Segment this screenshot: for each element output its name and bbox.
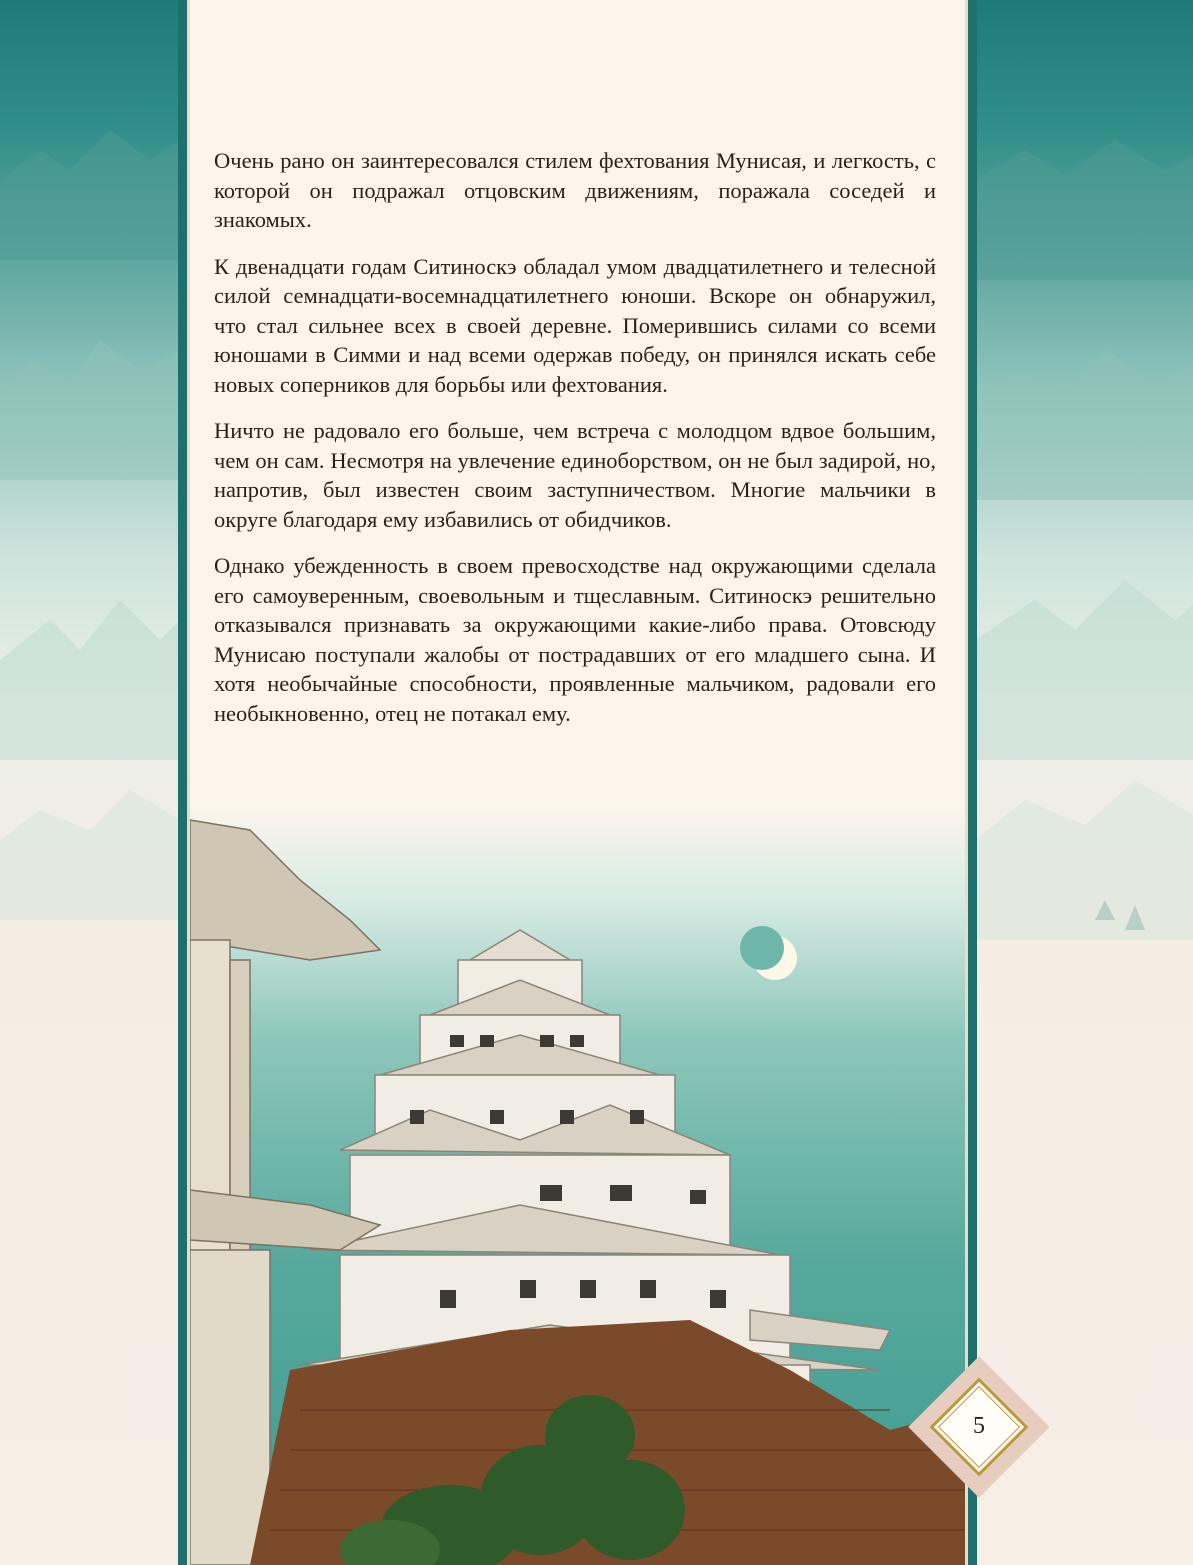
- right-border-outer: [968, 0, 977, 1565]
- paragraph-3: Ничто не радовало его больше, чем встреча с молодцом вдвое большим, чем он сам. Несмотря на увлечение единоборством, он не был задирой, но, напротив, был известен своим заступничеством. Многие мальчики в округе благодаря ему избавились от обидчиков.: [214, 418, 936, 532]
- left-border-outer: [178, 0, 187, 1565]
- right-decorative-background: [975, 0, 1193, 1565]
- paragraph-2: К двенадцати годам Ситиноскэ обладал умом двадцатилетнего и телесной силой семнадцати-восемнадцатилетнего юноши. Вскоре он обнаружил, что стал сильнее всех в своей деревне. Померившись силами со всеми юношами в Симми и над всеми одержав победу, он принялся искать себе новых соперников для борьбы или фехтования.: [214, 253, 936, 397]
- paragraph-4: Однако убежденность в своем превосходстве над окружающими сделала его самоуверенным, своевольным и тщеславным. Ситиноскэ решительно отказывался признавать за окружающими какие-либо права. Отовсюду Мунисаю поступали жалобы от пострадавших от его младшего сына. И хотя необычайные способности, проявленные мальчиком, радовали его необыкновенно, отец не потакал ему.: [214, 553, 936, 726]
- page-number-badge: [908, 1356, 1050, 1498]
- left-decorative-background: [0, 0, 180, 1565]
- right-mountains-decoration: [975, 80, 1193, 980]
- left-mountains-decoration: [0, 60, 180, 960]
- page-number: 5: [973, 1413, 985, 1439]
- paragraph-1: Очень рано он заинтересовался стилем фехтования Мунисая, и легкость, с которой он подражал отцовским движениям, поражала соседей и знакомых.: [214, 148, 936, 232]
- body-text: [214, 146, 936, 745]
- castle-illustration: [190, 810, 965, 1565]
